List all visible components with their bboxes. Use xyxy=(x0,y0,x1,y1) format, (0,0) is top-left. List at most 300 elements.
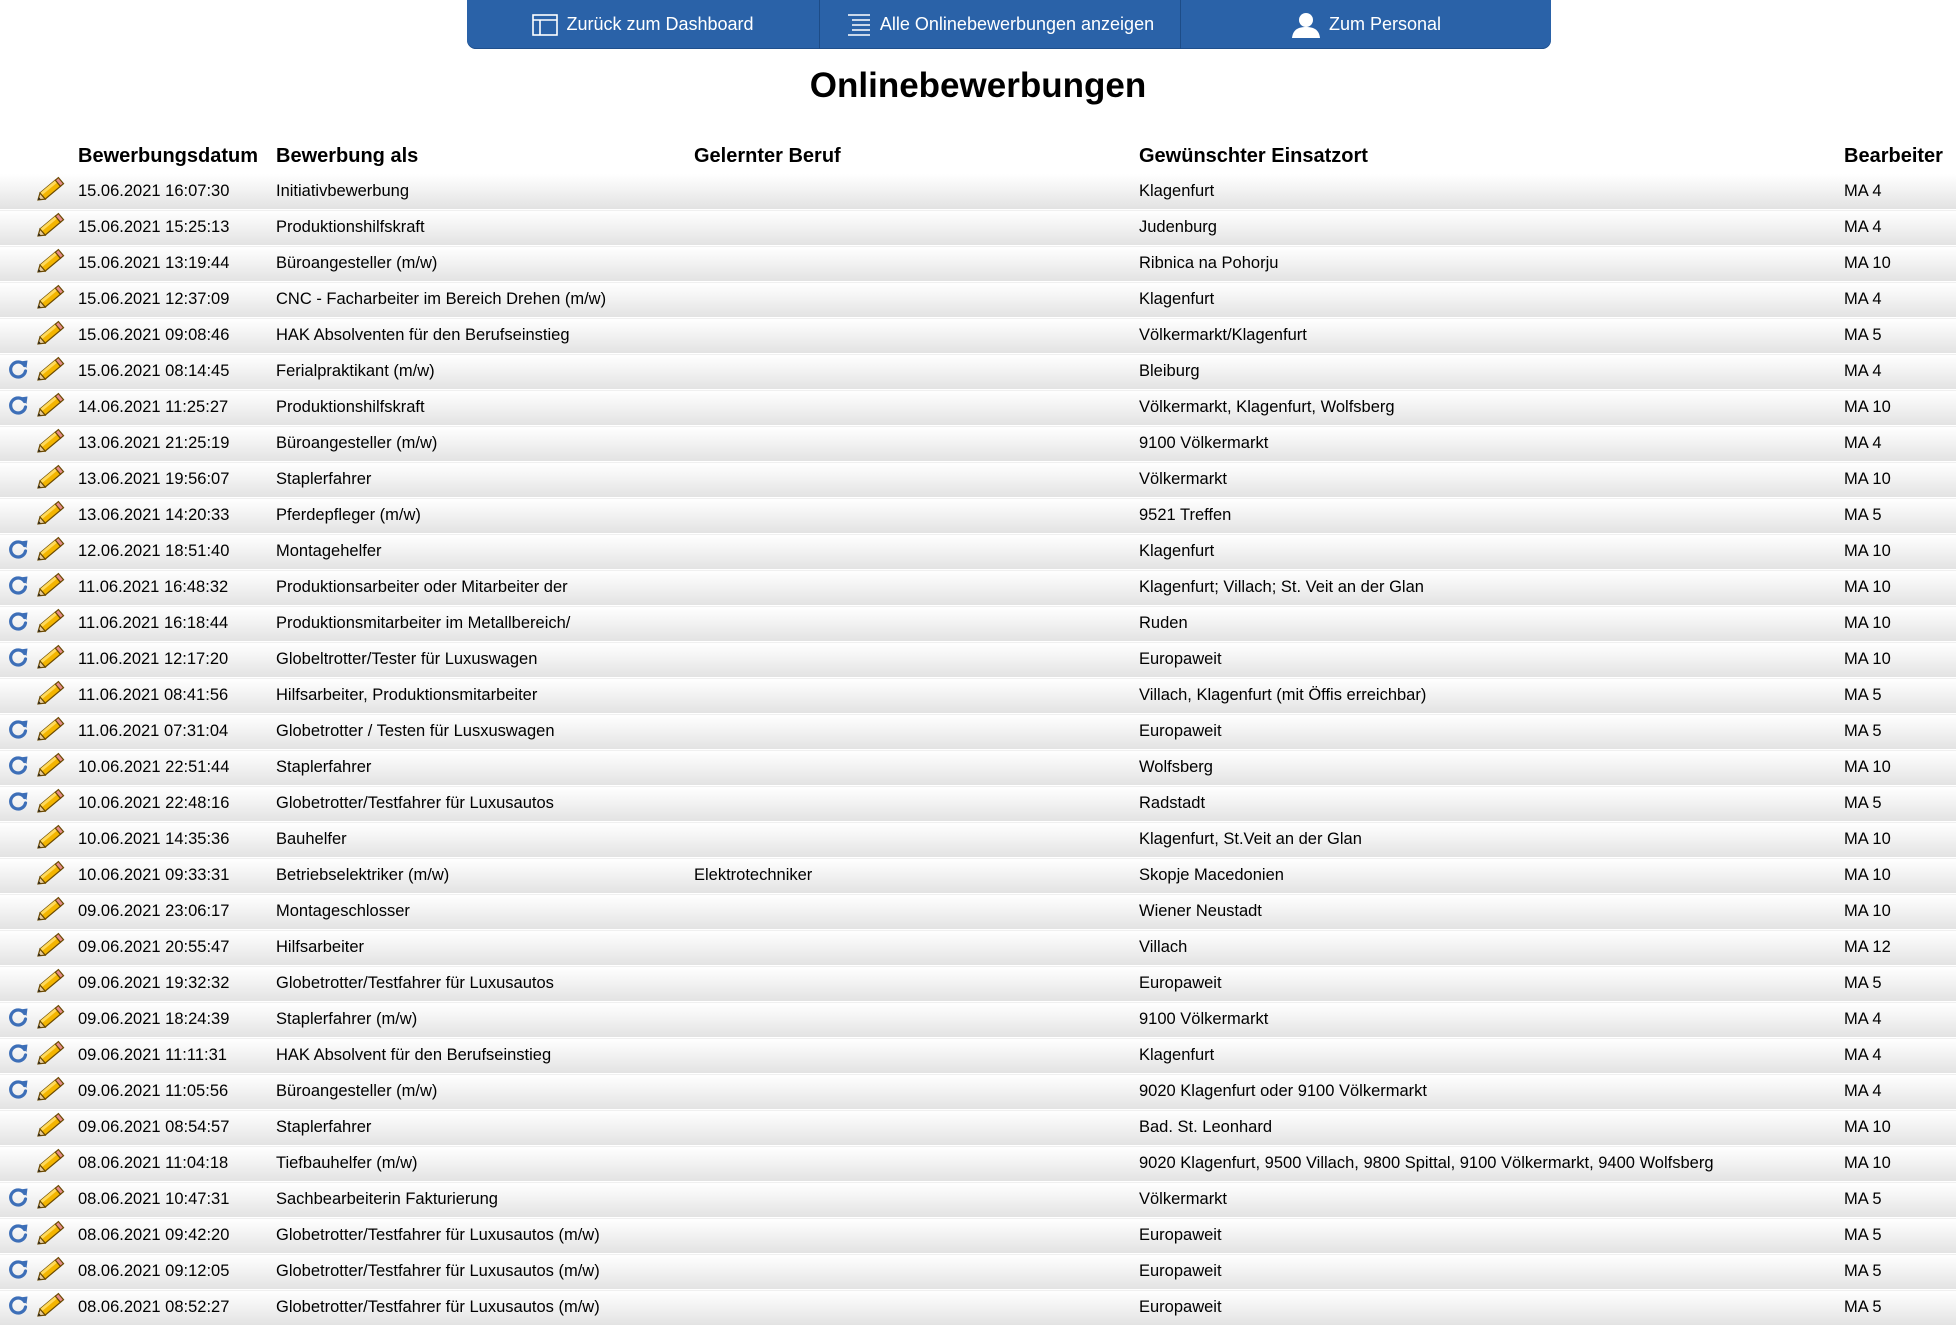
cell-application-as: Initiativbewerbung xyxy=(276,174,694,210)
refresh-cell xyxy=(0,318,36,354)
cell-desired-location: Europaweit xyxy=(1139,966,1844,1002)
refresh-cell xyxy=(0,642,36,678)
list-icon xyxy=(846,13,880,37)
table-row[interactable] xyxy=(0,246,1956,282)
cell-date: 08.06.2021 10:47:31 xyxy=(78,1182,276,1218)
cell-learned-profession xyxy=(694,822,1139,858)
cell-handler: MA 5 xyxy=(1844,1254,1956,1290)
table-row[interactable] xyxy=(0,750,1956,786)
edit-pencil-icon[interactable] xyxy=(36,679,66,707)
cell-desired-location: 9100 Völkermarkt xyxy=(1139,1002,1844,1038)
table-row[interactable] xyxy=(0,570,1956,606)
cell-learned-profession xyxy=(694,210,1139,246)
cell-date: 13.06.2021 21:25:19 xyxy=(78,426,276,462)
cell-learned-profession xyxy=(694,318,1139,354)
edit-cell xyxy=(36,930,78,966)
cell-desired-location: Europaweit xyxy=(1139,1290,1844,1326)
edit-cell xyxy=(36,426,78,462)
refresh-icon[interactable] xyxy=(7,1222,29,1244)
table-row[interactable] xyxy=(0,930,1956,966)
refresh-cell xyxy=(0,1146,36,1182)
edit-cell xyxy=(36,786,78,822)
cell-application-as: Montageschlosser xyxy=(276,894,694,930)
table-row[interactable] xyxy=(0,678,1956,714)
cell-desired-location: Europaweit xyxy=(1139,1218,1844,1254)
edit-pencil-icon[interactable] xyxy=(36,211,66,239)
cell-handler: MA 10 xyxy=(1844,822,1956,858)
all-applications-button[interactable] xyxy=(819,0,1180,49)
cell-desired-location: Klagenfurt xyxy=(1139,1038,1844,1074)
refresh-cell xyxy=(0,1074,36,1110)
edit-cell xyxy=(36,678,78,714)
refresh-cell xyxy=(0,1182,36,1218)
cell-application-as: Globetrotter/Testfahrer für Luxusautos xyxy=(276,786,694,822)
cell-date: 15.06.2021 08:14:45 xyxy=(78,354,276,390)
cell-date: 11.06.2021 07:31:04 xyxy=(78,714,276,750)
cell-desired-location: Klagenfurt, St.Veit an der Glan xyxy=(1139,822,1844,858)
table-row[interactable] xyxy=(0,894,1956,930)
refresh-cell xyxy=(0,1038,36,1074)
cell-learned-profession xyxy=(694,894,1139,930)
refresh-icon[interactable] xyxy=(7,610,29,632)
cell-application-as: Hilfsarbeiter xyxy=(276,930,694,966)
cell-application-as: Ferialpraktikant (m/w) xyxy=(276,354,694,390)
edit-pencil-icon[interactable] xyxy=(36,1291,66,1319)
refresh-icon[interactable] xyxy=(7,646,29,668)
cell-desired-location: Europaweit xyxy=(1139,1254,1844,1290)
cell-application-as: Sachbearbeiterin Fakturierung xyxy=(276,1182,694,1218)
refresh-icon[interactable] xyxy=(7,790,29,812)
cell-date: 12.06.2021 18:51:40 xyxy=(78,534,276,570)
refresh-cell xyxy=(0,678,36,714)
cell-handler: MA 10 xyxy=(1844,894,1956,930)
person-icon xyxy=(1291,12,1329,38)
refresh-cell xyxy=(0,426,36,462)
edit-pencil-icon[interactable] xyxy=(36,355,66,383)
edit-pencil-icon[interactable] xyxy=(36,1039,66,1067)
edit-cell xyxy=(36,1254,78,1290)
refresh-cell xyxy=(0,1254,36,1290)
cell-learned-profession xyxy=(694,1254,1139,1290)
cell-learned-profession xyxy=(694,246,1139,282)
table-row[interactable] xyxy=(0,426,1956,462)
refresh-cell xyxy=(0,786,36,822)
cell-date: 15.06.2021 13:19:44 xyxy=(78,246,276,282)
table-row[interactable] xyxy=(0,498,1956,534)
refresh-cell xyxy=(0,1218,36,1254)
cell-handler: MA 4 xyxy=(1844,210,1956,246)
table-row[interactable] xyxy=(0,390,1956,426)
refresh-icon[interactable] xyxy=(7,1258,29,1280)
edit-pencil-icon[interactable] xyxy=(36,931,66,959)
edit-pencil-icon[interactable] xyxy=(36,607,66,635)
cell-handler: MA 10 xyxy=(1844,1110,1956,1146)
table-row[interactable] xyxy=(0,786,1956,822)
cell-handler: MA 5 xyxy=(1844,678,1956,714)
edit-pencil-icon[interactable] xyxy=(36,283,66,311)
refresh-icon[interactable] xyxy=(7,358,29,380)
cell-handler: MA 4 xyxy=(1844,1038,1956,1074)
cell-learned-profession xyxy=(694,1146,1139,1182)
refresh-icon[interactable] xyxy=(7,1294,29,1316)
cell-date: 08.06.2021 08:52:27 xyxy=(78,1290,276,1326)
cell-learned-profession xyxy=(694,1218,1139,1254)
cell-desired-location: Europaweit xyxy=(1139,714,1844,750)
cell-handler: MA 12 xyxy=(1844,930,1956,966)
cell-learned-profession: Elektrotechniker xyxy=(694,858,1139,894)
refresh-cell xyxy=(0,570,36,606)
refresh-cell xyxy=(0,390,36,426)
cell-handler: MA 10 xyxy=(1844,390,1956,426)
cell-handler: MA 10 xyxy=(1844,534,1956,570)
refresh-cell xyxy=(0,246,36,282)
refresh-cell xyxy=(0,750,36,786)
cell-handler: MA 10 xyxy=(1844,462,1956,498)
cell-desired-location: Völkermarkt/Klagenfurt xyxy=(1139,318,1844,354)
cell-desired-location: Völkermarkt, Klagenfurt, Wolfsberg xyxy=(1139,390,1844,426)
table-row[interactable] xyxy=(0,1074,1956,1110)
refresh-cell xyxy=(0,894,36,930)
edit-cell xyxy=(36,966,78,1002)
edit-cell xyxy=(36,1290,78,1326)
cell-date: 11.06.2021 08:41:56 xyxy=(78,678,276,714)
table-row[interactable] xyxy=(0,534,1956,570)
cell-application-as: HAK Absolvent für den Berufseinstieg xyxy=(276,1038,694,1074)
cell-desired-location: Villach xyxy=(1139,930,1844,966)
table-row[interactable] xyxy=(0,642,1956,678)
cell-desired-location: 9020 Klagenfurt, 9500 Villach, 9800 Spittal, 9100 Völkermarkt, 9400 Wolfsberg xyxy=(1139,1146,1844,1182)
cell-date: 08.06.2021 09:42:20 xyxy=(78,1218,276,1254)
edit-pencil-icon[interactable] xyxy=(36,535,66,563)
cell-handler: MA 5 xyxy=(1844,786,1956,822)
cell-date: 09.06.2021 18:24:39 xyxy=(78,1002,276,1038)
cell-handler: MA 5 xyxy=(1844,1182,1956,1218)
cell-learned-profession xyxy=(694,498,1139,534)
edit-cell xyxy=(36,606,78,642)
edit-pencil-icon[interactable] xyxy=(36,427,66,455)
cell-learned-profession xyxy=(694,1290,1139,1326)
edit-cell xyxy=(36,750,78,786)
cell-application-as: Bauhelfer xyxy=(276,822,694,858)
table-row[interactable] xyxy=(0,210,1956,246)
edit-pencil-icon[interactable] xyxy=(36,319,66,347)
cell-application-as: Globetrotter/Testfahrer für Luxusautos (m/w) xyxy=(276,1218,694,1254)
edit-pencil-icon[interactable] xyxy=(36,1183,66,1211)
refresh-cell xyxy=(0,858,36,894)
edit-cell xyxy=(36,570,78,606)
edit-pencil-icon[interactable] xyxy=(36,571,66,599)
cell-learned-profession xyxy=(694,1110,1139,1146)
edit-pencil-icon[interactable] xyxy=(36,391,66,419)
cell-handler: MA 5 xyxy=(1844,1290,1956,1326)
cell-desired-location: Europaweit xyxy=(1139,642,1844,678)
table-row[interactable] xyxy=(0,1290,1956,1326)
edit-pencil-icon[interactable] xyxy=(36,787,66,815)
edit-pencil-icon[interactable] xyxy=(36,175,66,203)
cell-date: 08.06.2021 09:12:05 xyxy=(78,1254,276,1290)
cell-learned-profession xyxy=(694,714,1139,750)
cell-application-as: Staplerfahrer xyxy=(276,1110,694,1146)
cell-desired-location: Radstadt xyxy=(1139,786,1844,822)
refresh-cell xyxy=(0,1110,36,1146)
edit-cell xyxy=(36,282,78,318)
refresh-cell xyxy=(0,930,36,966)
cell-date: 10.06.2021 14:35:36 xyxy=(78,822,276,858)
header-date[interactable]: Bewerbungsdatum xyxy=(78,144,259,167)
table-row[interactable] xyxy=(0,1038,1956,1074)
table-row[interactable] xyxy=(0,966,1956,1002)
header-desired-location[interactable]: Gewünschter Einsatzort xyxy=(1139,144,1368,167)
header-refresh-column xyxy=(0,138,36,174)
table-row[interactable] xyxy=(0,1182,1956,1218)
edit-cell xyxy=(36,246,78,282)
cell-learned-profession xyxy=(694,1074,1139,1110)
cell-learned-profession xyxy=(694,678,1139,714)
cell-handler: MA 10 xyxy=(1844,750,1956,786)
cell-handler: MA 4 xyxy=(1844,282,1956,318)
edit-cell xyxy=(36,318,78,354)
cell-application-as: Globetrotter/Testfahrer für Luxusautos xyxy=(276,966,694,1002)
refresh-cell xyxy=(0,174,36,210)
cell-learned-profession xyxy=(694,570,1139,606)
cell-handler: MA 4 xyxy=(1844,1002,1956,1038)
cell-date: 15.06.2021 09:08:46 xyxy=(78,318,276,354)
table-row[interactable] xyxy=(0,318,1956,354)
edit-pencil-icon[interactable] xyxy=(36,1255,66,1283)
cell-handler: MA 5 xyxy=(1844,966,1956,1002)
cell-desired-location: Villach, Klagenfurt (mit Öffis erreichbar) xyxy=(1139,678,1844,714)
table-row[interactable] xyxy=(0,606,1956,642)
edit-pencil-icon[interactable] xyxy=(36,463,66,491)
cell-learned-profession xyxy=(694,534,1139,570)
cell-desired-location: Skopje Macedonien xyxy=(1139,858,1844,894)
cell-date: 09.06.2021 23:06:17 xyxy=(78,894,276,930)
cell-application-as: Hilfsarbeiter, Produktionsmitarbeiter xyxy=(276,678,694,714)
page-title: Onlinebewerbungen xyxy=(809,66,1147,105)
table-row[interactable] xyxy=(0,462,1956,498)
cell-desired-location: Klagenfurt xyxy=(1139,174,1844,210)
cell-application-as: Tiefbauhelfer (m/w) xyxy=(276,1146,694,1182)
edit-cell xyxy=(36,822,78,858)
cell-learned-profession xyxy=(694,966,1139,1002)
edit-cell xyxy=(36,1074,78,1110)
refresh-cell xyxy=(0,534,36,570)
cell-application-as: Büroangesteller (m/w) xyxy=(276,246,694,282)
edit-cell xyxy=(36,534,78,570)
edit-cell xyxy=(36,1038,78,1074)
cell-learned-profession xyxy=(694,1182,1139,1218)
cell-date: 11.06.2021 16:18:44 xyxy=(78,606,276,642)
refresh-cell xyxy=(0,822,36,858)
table-row[interactable] xyxy=(0,1254,1956,1290)
table-row[interactable] xyxy=(0,282,1956,318)
refresh-icon[interactable] xyxy=(7,538,29,560)
edit-cell xyxy=(36,210,78,246)
edit-cell xyxy=(36,1146,78,1182)
cell-date: 09.06.2021 19:32:32 xyxy=(78,966,276,1002)
cell-desired-location: Wolfsberg xyxy=(1139,750,1844,786)
cell-application-as: Pferdepfleger (m/w) xyxy=(276,498,694,534)
edit-cell xyxy=(36,714,78,750)
cell-date: 10.06.2021 09:33:31 xyxy=(78,858,276,894)
cell-handler: MA 4 xyxy=(1844,174,1956,210)
refresh-cell xyxy=(0,1290,36,1326)
cell-application-as: Montagehelfer xyxy=(276,534,694,570)
cell-application-as: Produktionshilfskraft xyxy=(276,210,694,246)
edit-cell xyxy=(36,462,78,498)
cell-date: 10.06.2021 22:48:16 xyxy=(78,786,276,822)
edit-cell xyxy=(36,1218,78,1254)
cell-date: 09.06.2021 11:05:56 xyxy=(78,1074,276,1110)
cell-handler: MA 5 xyxy=(1844,318,1956,354)
refresh-cell xyxy=(0,282,36,318)
refresh-icon[interactable] xyxy=(7,1186,29,1208)
cell-handler: MA 10 xyxy=(1844,642,1956,678)
cell-handler: MA 4 xyxy=(1844,1074,1956,1110)
cell-learned-profession xyxy=(694,1002,1139,1038)
refresh-cell xyxy=(0,1002,36,1038)
dashboard-icon xyxy=(532,14,566,36)
cell-desired-location: Bad. St. Leonhard xyxy=(1139,1110,1844,1146)
cell-application-as: Produktionshilfskraft xyxy=(276,390,694,426)
edit-cell xyxy=(36,354,78,390)
applications-table xyxy=(0,138,1956,1326)
cell-date: 09.06.2021 11:11:31 xyxy=(78,1038,276,1074)
cell-desired-location: Bleiburg xyxy=(1139,354,1844,390)
edit-pencil-icon[interactable] xyxy=(36,859,66,887)
cell-application-as: Globeltrotter/Tester für Luxuswagen xyxy=(276,642,694,678)
refresh-icon[interactable] xyxy=(7,1042,29,1064)
table-header-row xyxy=(0,138,1956,174)
cell-desired-location: Wiener Neustadt xyxy=(1139,894,1844,930)
to-personnel-button[interactable] xyxy=(1180,0,1551,49)
cell-application-as: Büroangesteller (m/w) xyxy=(276,426,694,462)
cell-date: 13.06.2021 14:20:33 xyxy=(78,498,276,534)
cell-handler: MA 10 xyxy=(1844,606,1956,642)
edit-cell xyxy=(36,174,78,210)
cell-desired-location: Ribnica na Pohorju xyxy=(1139,246,1844,282)
edit-cell xyxy=(36,642,78,678)
edit-pencil-icon[interactable] xyxy=(36,895,66,923)
refresh-icon[interactable] xyxy=(7,1078,29,1100)
edit-pencil-icon[interactable] xyxy=(36,1147,66,1175)
back-to-dashboard-button[interactable] xyxy=(467,0,819,49)
edit-pencil-icon[interactable] xyxy=(36,967,66,995)
to-personnel-label: Zum Personal xyxy=(1328,14,1442,34)
edit-cell xyxy=(36,858,78,894)
cell-desired-location: 9521 Treffen xyxy=(1139,498,1844,534)
table-row[interactable] xyxy=(0,858,1956,894)
edit-pencil-icon[interactable] xyxy=(36,643,66,671)
cell-application-as: Staplerfahrer xyxy=(276,750,694,786)
cell-desired-location: Klagenfurt xyxy=(1139,534,1844,570)
cell-desired-location: Völkermarkt xyxy=(1139,462,1844,498)
cell-learned-profession xyxy=(694,930,1139,966)
edit-pencil-icon[interactable] xyxy=(36,1219,66,1247)
refresh-cell xyxy=(0,462,36,498)
table-row[interactable] xyxy=(0,714,1956,750)
top-navigation xyxy=(467,0,1551,49)
refresh-cell xyxy=(0,966,36,1002)
cell-date: 08.06.2021 11:04:18 xyxy=(78,1146,276,1182)
edit-pencil-icon[interactable] xyxy=(36,751,66,779)
table-row[interactable] xyxy=(0,354,1956,390)
cell-application-as: CNC - Facharbeiter im Bereich Drehen (m/w) xyxy=(276,282,694,318)
cell-date: 15.06.2021 16:07:30 xyxy=(78,174,276,210)
cell-learned-profession xyxy=(694,606,1139,642)
cell-desired-location: 9020 Klagenfurt oder 9100 Völkermarkt xyxy=(1139,1074,1844,1110)
cell-handler: MA 5 xyxy=(1844,498,1956,534)
table-row[interactable] xyxy=(0,1146,1956,1182)
table-row[interactable] xyxy=(0,174,1956,210)
table-row[interactable] xyxy=(0,1110,1956,1146)
refresh-icon[interactable] xyxy=(7,754,29,776)
cell-learned-profession xyxy=(694,282,1139,318)
cell-date: 09.06.2021 20:55:47 xyxy=(78,930,276,966)
cell-handler: MA 5 xyxy=(1844,1218,1956,1254)
cell-learned-profession xyxy=(694,750,1139,786)
cell-desired-location: Klagenfurt; Villach; St. Veit an der Glan xyxy=(1139,570,1844,606)
refresh-icon[interactable] xyxy=(7,718,29,740)
cell-application-as: Büroangesteller (m/w) xyxy=(276,1074,694,1110)
refresh-icon[interactable] xyxy=(7,394,29,416)
edit-pencil-icon[interactable] xyxy=(36,1111,66,1139)
cell-application-as: Produktionsmitarbeiter im Metallbereich/ xyxy=(276,606,694,642)
cell-desired-location: Judenburg xyxy=(1139,210,1844,246)
refresh-icon[interactable] xyxy=(7,1006,29,1028)
table-row[interactable] xyxy=(0,1002,1956,1038)
edit-pencil-icon[interactable] xyxy=(36,499,66,527)
cell-learned-profession xyxy=(694,786,1139,822)
edit-cell xyxy=(36,1110,78,1146)
cell-handler: MA 4 xyxy=(1844,426,1956,462)
edit-pencil-icon[interactable] xyxy=(36,823,66,851)
header-edit-column xyxy=(36,138,78,174)
cell-desired-location: Völkermarkt xyxy=(1139,1182,1844,1218)
cell-handler: MA 10 xyxy=(1844,858,1956,894)
cell-application-as: Globetrotter / Testen für Lusxuswagen xyxy=(276,714,694,750)
header-handler[interactable]: Bearbeiter xyxy=(1844,144,1943,167)
cell-learned-profession xyxy=(694,390,1139,426)
cell-learned-profession xyxy=(694,462,1139,498)
edit-cell xyxy=(36,1182,78,1218)
cell-application-as: Betriebselektriker (m/w) xyxy=(276,858,694,894)
refresh-cell xyxy=(0,714,36,750)
header-application-as[interactable]: Bewerbung als xyxy=(276,144,419,167)
cell-date: 14.06.2021 11:25:27 xyxy=(78,390,276,426)
cell-handler: MA 10 xyxy=(1844,570,1956,606)
all-applications-label: Alle Onlinebewerbungen anzeigen xyxy=(879,14,1155,34)
table-row[interactable] xyxy=(0,822,1956,858)
cell-learned-profession xyxy=(694,642,1139,678)
cell-handler: MA 5 xyxy=(1844,714,1956,750)
edit-pencil-icon[interactable] xyxy=(36,1075,66,1103)
cell-learned-profession xyxy=(694,174,1139,210)
cell-date: 11.06.2021 16:48:32 xyxy=(78,570,276,606)
edit-pencil-icon[interactable] xyxy=(36,715,66,743)
cell-learned-profession xyxy=(694,426,1139,462)
edit-pencil-icon[interactable] xyxy=(36,247,66,275)
cell-handler: MA 4 xyxy=(1844,354,1956,390)
table-row[interactable] xyxy=(0,1218,1956,1254)
edit-cell xyxy=(36,894,78,930)
cell-desired-location: Ruden xyxy=(1139,606,1844,642)
cell-desired-location: 9100 Völkermarkt xyxy=(1139,426,1844,462)
cell-application-as: Produktionsarbeiter oder Mitarbeiter der xyxy=(276,570,694,606)
refresh-icon[interactable] xyxy=(7,574,29,596)
edit-pencil-icon[interactable] xyxy=(36,1003,66,1031)
header-learned-profession[interactable]: Gelernter Beruf xyxy=(694,144,841,167)
